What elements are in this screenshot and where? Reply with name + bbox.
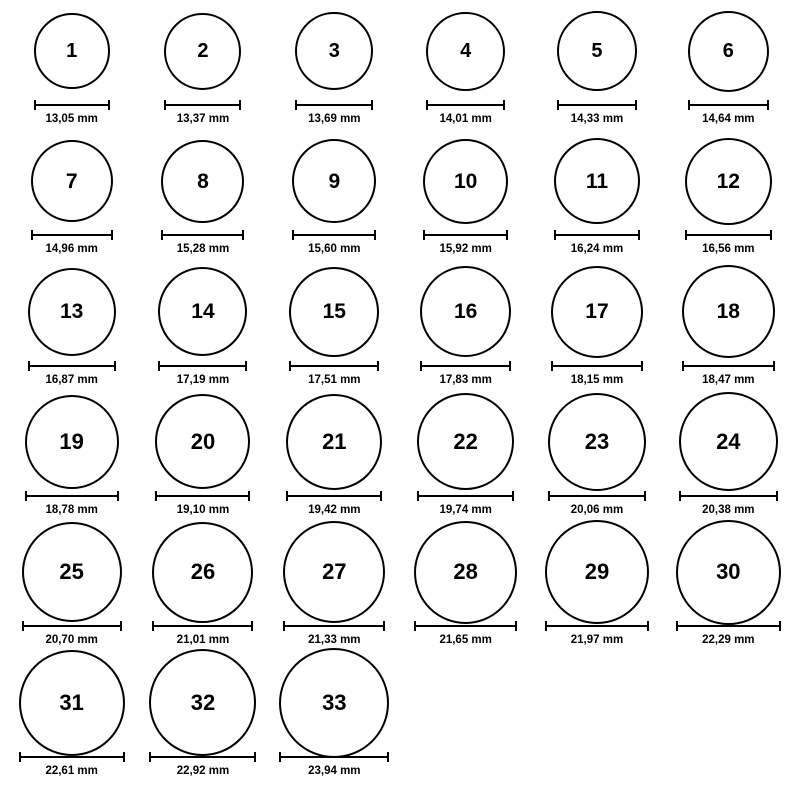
- ring-size-cell: [6, 8, 137, 138]
- ruler-bar: [557, 104, 637, 106]
- ring-circle-wrap: [158, 269, 247, 355]
- ring-size-cell: [6, 399, 137, 529]
- diameter-ruler: [292, 230, 376, 240]
- diameter-label: 19,42 mm: [308, 503, 361, 516]
- ruler-tick-left: [279, 752, 281, 762]
- ruler-tick-left: [420, 361, 422, 371]
- ring-outline-circle: [283, 521, 385, 623]
- ruler-bar: [423, 234, 508, 236]
- ring-outline-circle: [164, 13, 241, 90]
- ruler-tick-right: [245, 361, 247, 371]
- ruler-tick-right: [383, 621, 385, 631]
- diameter-ruler: [279, 752, 389, 762]
- ruler-tick-left: [152, 621, 154, 631]
- ring-circle-wrap: [545, 529, 649, 615]
- ring-circle-wrap: [279, 660, 389, 746]
- ring-size-cell: [531, 269, 662, 399]
- ring-size-number: 24: [716, 428, 741, 454]
- ruler-bar: [152, 625, 253, 627]
- ring-size-number: 15: [322, 300, 346, 324]
- diameter-label: 16,24 mm: [570, 243, 624, 256]
- ruler-bar: [554, 234, 640, 236]
- ruler-tick-right: [515, 621, 517, 631]
- ring-size-number: 19: [59, 428, 84, 454]
- ring-circle-wrap: [551, 269, 643, 355]
- diameter-ruler: [31, 230, 113, 240]
- ruler-tick-right: [644, 491, 646, 501]
- diameter-ruler: [25, 491, 119, 501]
- ring-outline-circle: [31, 140, 113, 222]
- ring-size-cell: [137, 8, 268, 138]
- ring-circle-wrap: [34, 8, 110, 94]
- ruler-tick-right: [641, 361, 643, 371]
- ring-outline-circle: [19, 650, 125, 756]
- diameter-label: 20,38 mm: [702, 503, 755, 516]
- diameter-label: 13,69 mm: [308, 113, 361, 125]
- ring-size-number: 31: [59, 689, 84, 715]
- ruler-tick-right: [770, 230, 772, 240]
- ruler-tick-left: [158, 361, 160, 371]
- ruler-tick-left: [25, 491, 27, 501]
- ring-circle-wrap: [286, 399, 382, 485]
- ruler-bar: [164, 104, 241, 106]
- ruler-bar: [420, 365, 511, 367]
- ring-circle-wrap: [19, 660, 125, 746]
- ruler-bar: [286, 495, 382, 497]
- ring-size-cell: [269, 529, 400, 659]
- diameter-ruler: [155, 491, 250, 501]
- ring-size-cell: [400, 8, 531, 138]
- ruler-bar: [22, 625, 122, 627]
- ruler-bar: [295, 104, 373, 106]
- ring-outline-circle: [28, 268, 116, 356]
- ring-size-cell: [269, 269, 400, 399]
- ring-outline-circle: [417, 393, 514, 490]
- ring-size-number: 14: [191, 300, 215, 324]
- diameter-label: 22,29 mm: [702, 634, 755, 647]
- ruler-tick-left: [426, 100, 428, 110]
- ring-size-number: 22: [453, 428, 478, 454]
- ruler-tick-right: [380, 491, 382, 501]
- ring-size-number: 12: [716, 169, 740, 193]
- ruler-tick-left: [545, 621, 547, 631]
- diameter-ruler: [414, 621, 517, 631]
- ruler-bar: [685, 234, 772, 236]
- ring-size-number: 5: [591, 40, 603, 62]
- diameter-ruler: [554, 230, 640, 240]
- ring-circle-wrap: [417, 399, 514, 485]
- diameter-label: 16,87 mm: [45, 373, 98, 386]
- ring-size-cell: [531, 138, 662, 268]
- ruler-tick-right: [387, 752, 389, 762]
- ring-outline-circle: [557, 11, 637, 91]
- ring-size-number: 23: [584, 428, 610, 454]
- ruler-tick-right: [123, 752, 125, 762]
- ruler-bar: [292, 234, 376, 236]
- ring-outline-circle: [149, 649, 256, 756]
- diameter-ruler: [682, 361, 775, 371]
- ruler-bar: [545, 625, 649, 627]
- ruler-bar: [155, 495, 250, 497]
- ruler-tick-right: [512, 491, 514, 501]
- ring-size-number: 10: [453, 169, 478, 193]
- ring-circle-wrap: [679, 399, 778, 485]
- ring-outline-circle: [286, 394, 382, 490]
- ruler-bar: [551, 365, 643, 367]
- ring-size-number: 11: [585, 169, 609, 193]
- ring-size-cell: [137, 138, 268, 268]
- ring-size-number: 26: [190, 559, 216, 585]
- ring-size-number: 17: [585, 300, 609, 324]
- ruler-tick-right: [242, 230, 244, 240]
- ruler-bar: [149, 756, 256, 758]
- ring-size-number: 4: [460, 40, 472, 62]
- diameter-label: 15,92 mm: [439, 243, 492, 256]
- diameter-ruler: [19, 752, 125, 762]
- ruler-tick-right: [503, 100, 505, 110]
- ruler-tick-left: [554, 230, 556, 240]
- ring-outline-circle: [289, 267, 379, 357]
- ruler-tick-left: [685, 230, 687, 240]
- ring-outline-circle: [25, 395, 119, 489]
- diameter-label: 22,92 mm: [176, 764, 230, 777]
- diameter-ruler: [158, 361, 247, 371]
- ruler-tick-left: [283, 621, 285, 631]
- ruler-bar: [283, 625, 385, 627]
- ruler-tick-right: [377, 361, 379, 371]
- ring-size-cell: [663, 8, 794, 138]
- ruler-tick-left: [557, 100, 559, 110]
- ruler-tick-right: [506, 230, 508, 240]
- ruler-bar: [289, 365, 379, 367]
- ring-size-number: 21: [322, 428, 347, 454]
- diameter-ruler: [22, 621, 122, 631]
- diameter-ruler: [426, 100, 505, 110]
- diameter-label: 18,15 mm: [570, 373, 624, 386]
- ruler-tick-right: [114, 361, 116, 371]
- ring-outline-circle: [152, 522, 253, 623]
- diameter-label: 21,33 mm: [308, 634, 361, 647]
- diameter-label: 15,28 mm: [176, 243, 230, 256]
- ring-outline-circle: [676, 520, 781, 625]
- ruler-tick-right: [248, 491, 250, 501]
- ruler-bar: [426, 104, 505, 106]
- diameter-label: 18,78 mm: [45, 503, 98, 516]
- diameter-label: 14,01 mm: [439, 113, 492, 125]
- ruler-tick-right: [251, 621, 253, 631]
- ring-size-number: 25: [59, 559, 84, 585]
- ruler-bar: [679, 495, 778, 497]
- diameter-label: 17,19 mm: [176, 373, 230, 386]
- ring-outline-circle: [682, 265, 775, 358]
- diameter-label: 16,56 mm: [702, 243, 755, 256]
- diameter-label: 20,06 mm: [570, 503, 624, 516]
- ring-size-number: 13: [59, 300, 84, 324]
- diameter-label: 14,96 mm: [45, 243, 98, 256]
- ruler-tick-left: [292, 230, 294, 240]
- ring-size-number: 18: [716, 300, 740, 324]
- ruler-tick-left: [289, 361, 291, 371]
- ring-size-number: 3: [328, 40, 340, 62]
- diameter-label: 15,60 mm: [308, 243, 361, 256]
- diameter-label: 19,10 mm: [176, 503, 230, 516]
- diameter-ruler: [28, 361, 116, 371]
- ruler-tick-right: [108, 100, 110, 110]
- ruler-tick-left: [22, 621, 24, 631]
- ring-size-cell: [400, 529, 531, 659]
- diameter-ruler: [152, 621, 253, 631]
- ring-outline-circle: [292, 139, 376, 223]
- diameter-ruler: [676, 621, 781, 631]
- diameter-ruler: [295, 100, 373, 110]
- ruler-tick-left: [676, 621, 678, 631]
- ruler-tick-left: [164, 100, 166, 110]
- ring-size-cell: [6, 269, 137, 399]
- diameter-label: 23,94 mm: [308, 764, 361, 777]
- ring-outline-circle: [155, 394, 250, 489]
- ring-size-number: 6: [722, 40, 734, 62]
- ruler-tick-left: [19, 752, 21, 762]
- ring-size-cell: [6, 138, 137, 268]
- ring-circle-wrap: [161, 138, 244, 224]
- ring-circle-wrap: [295, 8, 373, 94]
- ring-size-cell: [269, 8, 400, 138]
- ring-size-cell: [531, 399, 662, 529]
- ruler-bar: [682, 365, 775, 367]
- ring-size-number: 20: [190, 428, 216, 454]
- ring-size-number: 9: [328, 169, 341, 193]
- ruler-tick-right: [111, 230, 113, 240]
- ring-outline-circle: [545, 520, 649, 624]
- diameter-ruler: [685, 230, 772, 240]
- ruler-tick-right: [776, 491, 778, 501]
- ruler-bar: [548, 495, 646, 497]
- ruler-tick-left: [423, 230, 425, 240]
- ruler-bar: [688, 104, 769, 106]
- ruler-bar: [31, 234, 113, 236]
- ring-size-cell: [269, 138, 400, 268]
- diameter-ruler: [283, 621, 385, 631]
- ruler-tick-left: [679, 491, 681, 501]
- ring-outline-circle: [423, 139, 508, 224]
- ruler-tick-left: [31, 230, 33, 240]
- ring-circle-wrap: [25, 399, 119, 485]
- ruler-tick-left: [149, 752, 151, 762]
- ring-outline-circle: [161, 140, 244, 223]
- diameter-ruler: [688, 100, 769, 110]
- ruler-tick-left: [688, 100, 690, 110]
- ruler-bar: [414, 625, 517, 627]
- ring-outline-circle: [414, 521, 517, 624]
- ruler-tick-right: [635, 100, 637, 110]
- ring-outline-circle: [420, 266, 511, 357]
- ring-outline-circle: [679, 392, 778, 491]
- ring-circle-wrap: [414, 529, 517, 615]
- ruler-tick-left: [155, 491, 157, 501]
- ring-size-number: 28: [453, 559, 478, 585]
- ring-outline-circle: [426, 12, 505, 91]
- ruler-bar: [28, 365, 116, 367]
- ruler-tick-right: [239, 100, 241, 110]
- ruler-tick-left: [161, 230, 163, 240]
- ring-outline-circle: [34, 13, 110, 89]
- ring-circle-wrap: [22, 529, 122, 615]
- diameter-ruler: [557, 100, 637, 110]
- ruler-bar: [25, 495, 119, 497]
- diameter-ruler: [423, 230, 508, 240]
- ring-outline-circle: [22, 522, 122, 622]
- diameter-label: 18,47 mm: [702, 373, 755, 386]
- diameter-label: 17,83 mm: [439, 373, 492, 386]
- diameter-label: 13,37 mm: [176, 113, 230, 125]
- ruler-tick-right: [638, 230, 640, 240]
- diameter-label: 14,64 mm: [702, 113, 755, 125]
- ring-size-cell: [269, 660, 400, 790]
- ruler-bar: [279, 756, 389, 758]
- ring-size-number: 7: [65, 169, 78, 193]
- ring-outline-circle: [548, 393, 646, 491]
- ruler-tick-left: [682, 361, 684, 371]
- ring-circle-wrap: [31, 138, 113, 224]
- ring-circle-wrap: [554, 138, 640, 224]
- ruler-bar: [34, 104, 110, 106]
- diameter-ruler: [548, 491, 646, 501]
- ruler-bar: [676, 625, 781, 627]
- ring-size-cell: [663, 138, 794, 268]
- ruler-tick-left: [417, 491, 419, 501]
- ring-size-cell: [137, 399, 268, 529]
- ruler-tick-right: [509, 361, 511, 371]
- ruler-tick-left: [551, 361, 553, 371]
- ruler-bar: [158, 365, 247, 367]
- diameter-label: 21,97 mm: [570, 634, 624, 647]
- diameter-ruler: [289, 361, 379, 371]
- diameter-ruler: [417, 491, 514, 501]
- ring-circle-wrap: [292, 138, 376, 224]
- ring-outline-circle: [295, 12, 373, 90]
- ruler-tick-right: [120, 621, 122, 631]
- ring-size-cell: [663, 399, 794, 529]
- ring-size-cell: [531, 529, 662, 659]
- ring-circle-wrap: [289, 269, 379, 355]
- ruler-tick-left: [34, 100, 36, 110]
- ruler-tick-right: [254, 752, 256, 762]
- diameter-label: 19,74 mm: [439, 503, 492, 516]
- ring-circle-wrap: [155, 399, 250, 485]
- diameter-label: 20,70 mm: [45, 634, 98, 647]
- ring-size-number: 33: [322, 689, 347, 715]
- diameter-label: 21,65 mm: [439, 634, 492, 647]
- ring-circle-wrap: [676, 529, 781, 615]
- ring-size-cell: [400, 269, 531, 399]
- ring-circle-wrap: [688, 8, 769, 94]
- ring-circle-wrap: [557, 8, 637, 94]
- ring-size-cell: [663, 529, 794, 659]
- ruler-bar: [161, 234, 244, 236]
- diameter-label: 22,61 mm: [45, 764, 98, 777]
- ring-size-number: 27: [322, 559, 347, 585]
- ruler-bar: [417, 495, 514, 497]
- diameter-label: 14,33 mm: [570, 113, 624, 125]
- ring-outline-circle: [279, 648, 389, 758]
- ring-circle-wrap: [548, 399, 646, 485]
- ring-outline-circle: [554, 138, 640, 224]
- diameter-label: 13,05 mm: [45, 113, 98, 125]
- ring-circle-wrap: [149, 660, 256, 746]
- ring-size-cell: [6, 660, 137, 790]
- ring-size-cell: [6, 529, 137, 659]
- diameter-label: 21,01 mm: [176, 634, 230, 647]
- diameter-ruler: [149, 752, 256, 762]
- ring-circle-wrap: [423, 138, 508, 224]
- ruler-tick-left: [286, 491, 288, 501]
- ring-circle-wrap: [28, 269, 116, 355]
- ring-size-cell: [137, 529, 268, 659]
- ring-size-number: 29: [584, 559, 610, 585]
- diameter-ruler: [551, 361, 643, 371]
- ring-size-number: 8: [197, 169, 209, 193]
- ring-outline-circle: [551, 266, 643, 358]
- ring-outline-circle: [158, 267, 247, 356]
- ring-circle-wrap: [164, 8, 241, 94]
- ruler-tick-right: [779, 621, 781, 631]
- ring-size-cell: [400, 138, 531, 268]
- ruler-tick-right: [371, 100, 373, 110]
- ruler-tick-left: [28, 361, 30, 371]
- diameter-ruler: [34, 100, 110, 110]
- ruler-tick-left: [295, 100, 297, 110]
- ring-circle-wrap: [426, 8, 505, 94]
- ring-circle-wrap: [685, 138, 772, 224]
- ruler-tick-right: [773, 361, 775, 371]
- ring-circle-wrap: [152, 529, 253, 615]
- ruler-tick-right: [117, 491, 119, 501]
- diameter-ruler: [286, 491, 382, 501]
- ring-size-cell: [400, 399, 531, 529]
- ring-size-cell: [663, 269, 794, 399]
- ring-size-number: 1: [66, 40, 78, 62]
- ruler-tick-right: [647, 621, 649, 631]
- ruler-tick-left: [414, 621, 416, 631]
- ring-size-number: 32: [190, 689, 216, 715]
- ring-size-cell: [137, 660, 268, 790]
- diameter-ruler: [679, 491, 778, 501]
- ring-size-cell: [137, 269, 268, 399]
- diameter-ruler: [545, 621, 649, 631]
- diameter-ruler: [161, 230, 244, 240]
- ruler-bar: [19, 756, 125, 758]
- diameter-ruler: [420, 361, 511, 371]
- ring-size-number: 2: [197, 40, 209, 62]
- ruler-tick-right: [374, 230, 376, 240]
- ring-size-cell: [531, 8, 662, 138]
- ring-size-number: 16: [453, 300, 478, 324]
- diameter-label: 17,51 mm: [308, 373, 361, 386]
- ring-circle-wrap: [420, 269, 511, 355]
- ring-size-cell: [269, 399, 400, 529]
- ring-circle-wrap: [283, 529, 385, 615]
- ring-circle-wrap: [682, 269, 775, 355]
- ring-outline-circle: [685, 138, 772, 225]
- ruler-tick-right: [767, 100, 769, 110]
- ring-outline-circle: [688, 11, 769, 92]
- ring-size-number: 30: [716, 559, 741, 585]
- ruler-tick-left: [548, 491, 550, 501]
- diameter-ruler: [164, 100, 241, 110]
